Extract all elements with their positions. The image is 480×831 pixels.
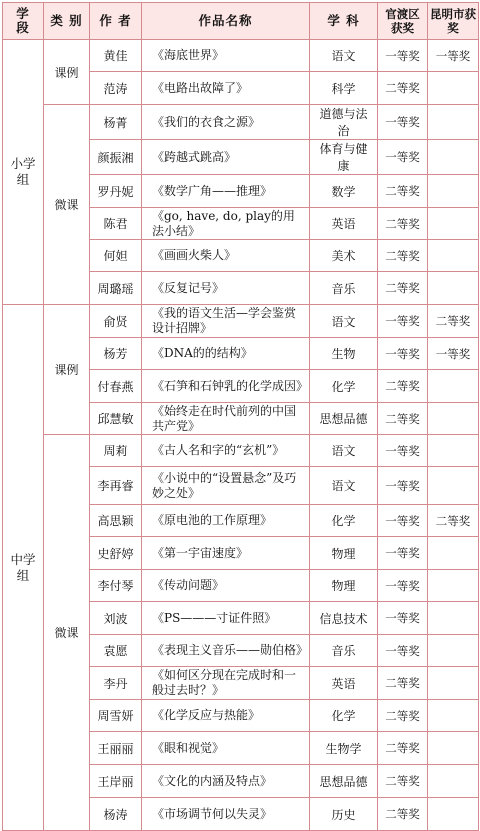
district-award-cell: 二等奖 [378, 240, 428, 272]
district-award-cell: 一等奖 [378, 635, 428, 667]
author-cell: 高思颖 [90, 505, 142, 537]
work-title-cell: 《原电池的工作原理》 [142, 505, 310, 537]
city-award-cell [428, 765, 479, 798]
district-award-cell: 一等奖 [378, 140, 428, 175]
header-city-award: 昆明市获奖 [428, 3, 479, 40]
category-cell: 微课 [44, 435, 90, 831]
work-title-cell: 《反复记号》 [142, 272, 310, 305]
district-award-cell: 二等奖 [378, 798, 428, 831]
work-title-cell: 《我的语文生活—学会鉴赏设计招牌》 [142, 305, 310, 338]
author-cell: 李付琴 [90, 570, 142, 602]
work-title-cell: 《第一宇宙速度》 [142, 537, 310, 570]
stage-cell-middle: 中学组 [3, 305, 44, 831]
author-cell: 何妲 [90, 240, 142, 272]
category-cell: 微课 [44, 105, 90, 305]
city-award-cell [428, 798, 479, 831]
subject-cell: 信息技术 [310, 602, 378, 635]
district-award-cell: 二等奖 [378, 732, 428, 765]
table-header-row [3, 3, 479, 40]
district-award-cell: 二等奖 [378, 403, 428, 435]
author-cell: 俞贤 [90, 305, 142, 338]
author-cell: 袁愿 [90, 635, 142, 667]
work-title-cell: 《化学反应与热能》 [142, 700, 310, 732]
district-award-cell: 一等奖 [378, 40, 428, 72]
subject-cell: 语文 [310, 305, 378, 338]
subject-cell: 语文 [310, 467, 378, 505]
awards-table [2, 2, 479, 831]
subject-cell: 科学 [310, 72, 378, 105]
work-title-cell: 《电路出故障了》 [142, 72, 310, 105]
subject-cell: 体育与健康 [310, 140, 378, 175]
subject-cell: 音乐 [310, 272, 378, 305]
city-award-cell: 一等奖 [428, 40, 479, 72]
work-title-cell: 《数学广角——推理》 [142, 175, 310, 208]
table-row [3, 435, 479, 467]
header-district-award: 官渡区获奖 [378, 3, 428, 40]
work-title-cell: 《画画火柴人》 [142, 240, 310, 272]
work-title-cell: 《如何区分现在完成时和一般过去时？》 [142, 667, 310, 700]
city-award-cell [428, 272, 479, 305]
header-work-title: 作品名称 [142, 3, 310, 40]
district-award-cell: 二等奖 [378, 667, 428, 700]
district-award-cell: 二等奖 [378, 72, 428, 105]
district-award-cell: 一等奖 [378, 338, 428, 370]
city-award-cell [428, 667, 479, 700]
author-cell: 杨菁 [90, 105, 142, 140]
city-award-cell [428, 467, 479, 505]
author-cell: 王丽丽 [90, 732, 142, 765]
table-row [3, 105, 479, 140]
table-body [3, 40, 479, 831]
subject-cell: 音乐 [310, 635, 378, 667]
stage-cell-primary: 小学组 [3, 40, 44, 305]
work-title-cell: 《小说中的“设置悬念”及巧妙之处》 [142, 467, 310, 505]
subject-cell: 化学 [310, 505, 378, 537]
author-cell: 邱慧敏 [90, 403, 142, 435]
work-title-cell: 《我们的衣食之源》 [142, 105, 310, 140]
work-title-cell: 《石笋和石钟乳的化学成因》 [142, 370, 310, 403]
category-cell: 课例 [44, 40, 90, 105]
author-cell: 杨涛 [90, 798, 142, 831]
subject-cell: 思想品德 [310, 765, 378, 798]
city-award-cell [428, 732, 479, 765]
work-title-cell: 《古人名和字的“玄机”》 [142, 435, 310, 467]
work-title-cell: 《表现主义音乐——勋伯格》 [142, 635, 310, 667]
author-cell: 杨芳 [90, 338, 142, 370]
author-cell: 付春燕 [90, 370, 142, 403]
city-award-cell [428, 537, 479, 570]
subject-cell: 语文 [310, 40, 378, 72]
subject-cell: 数学 [310, 175, 378, 208]
city-award-cell [428, 403, 479, 435]
subject-cell: 道德与法治 [310, 105, 378, 140]
subject-cell: 英语 [310, 667, 378, 700]
city-award-cell [428, 370, 479, 403]
district-award-cell: 一等奖 [378, 602, 428, 635]
header-author: 作 者 [90, 3, 142, 40]
work-title-cell: 《海底世界》 [142, 40, 310, 72]
header-stage: 学 段 [3, 3, 44, 40]
work-title-cell: 《眼和视觉》 [142, 732, 310, 765]
author-cell: 黄佳 [90, 40, 142, 72]
work-title-cell: 《文化的内涵及特点》 [142, 765, 310, 798]
district-award-cell: 二等奖 [378, 208, 428, 240]
city-award-cell: 一等奖 [428, 338, 479, 370]
awards-table-container [2, 2, 479, 831]
author-cell: 周璐瑶 [90, 272, 142, 305]
subject-cell: 美术 [310, 240, 378, 272]
work-title-cell: 《市场调节何以失灵》 [142, 798, 310, 831]
work-title-cell: 《跨越式跳高》 [142, 140, 310, 175]
district-award-cell: 二等奖 [378, 370, 428, 403]
subject-cell: 英语 [310, 208, 378, 240]
district-award-cell: 一等奖 [378, 435, 428, 467]
subject-cell: 生物学 [310, 732, 378, 765]
work-title-cell: 《PS———寸证件照》 [142, 602, 310, 635]
subject-cell: 物理 [310, 570, 378, 602]
table-row [3, 40, 479, 72]
subject-cell: 语文 [310, 435, 378, 467]
subject-cell: 思想品德 [310, 403, 378, 435]
work-title-cell: 《始终走在时代前列的中国共产党》 [142, 403, 310, 435]
author-cell: 周莉 [90, 435, 142, 467]
header-subject: 学 科 [310, 3, 378, 40]
author-cell: 颜振湘 [90, 140, 142, 175]
district-award-cell: 一等奖 [378, 505, 428, 537]
work-title-cell: 《传动问题》 [142, 570, 310, 602]
district-award-cell: 二等奖 [378, 765, 428, 798]
district-award-cell: 一等奖 [378, 305, 428, 338]
city-award-cell [428, 602, 479, 635]
author-cell: 史舒婷 [90, 537, 142, 570]
district-award-cell: 二等奖 [378, 700, 428, 732]
author-cell: 罗丹妮 [90, 175, 142, 208]
city-award-cell [428, 208, 479, 240]
category-cell: 课例 [44, 305, 90, 435]
district-award-cell: 一等奖 [378, 467, 428, 505]
author-cell: 王岸丽 [90, 765, 142, 798]
subject-cell: 物理 [310, 537, 378, 570]
subject-cell: 化学 [310, 700, 378, 732]
city-award-cell [428, 635, 479, 667]
subject-cell: 历史 [310, 798, 378, 831]
district-award-cell: 二等奖 [378, 272, 428, 305]
subject-cell: 生物 [310, 338, 378, 370]
author-cell: 李丹 [90, 667, 142, 700]
district-award-cell: 一等奖 [378, 570, 428, 602]
author-cell: 周雪妍 [90, 700, 142, 732]
city-award-cell [428, 435, 479, 467]
author-cell: 刘波 [90, 602, 142, 635]
district-award-cell: 一等奖 [378, 105, 428, 140]
author-cell: 范涛 [90, 72, 142, 105]
city-award-cell: 二等奖 [428, 505, 479, 537]
author-cell: 陈君 [90, 208, 142, 240]
subject-cell: 化学 [310, 370, 378, 403]
city-award-cell: 二等奖 [428, 305, 479, 338]
author-cell: 李再睿 [90, 467, 142, 505]
district-award-cell: 二等奖 [378, 175, 428, 208]
work-title-cell: 《go, have, do, play的用法小结》 [142, 208, 310, 240]
city-award-cell [428, 140, 479, 175]
header-category: 类 别 [44, 3, 90, 40]
city-award-cell [428, 240, 479, 272]
city-award-cell [428, 570, 479, 602]
table-row [3, 305, 479, 338]
work-title-cell: 《DNA的的结构》 [142, 338, 310, 370]
city-award-cell [428, 175, 479, 208]
district-award-cell: 一等奖 [378, 537, 428, 570]
city-award-cell [428, 72, 479, 105]
city-award-cell [428, 700, 479, 732]
city-award-cell [428, 105, 479, 140]
